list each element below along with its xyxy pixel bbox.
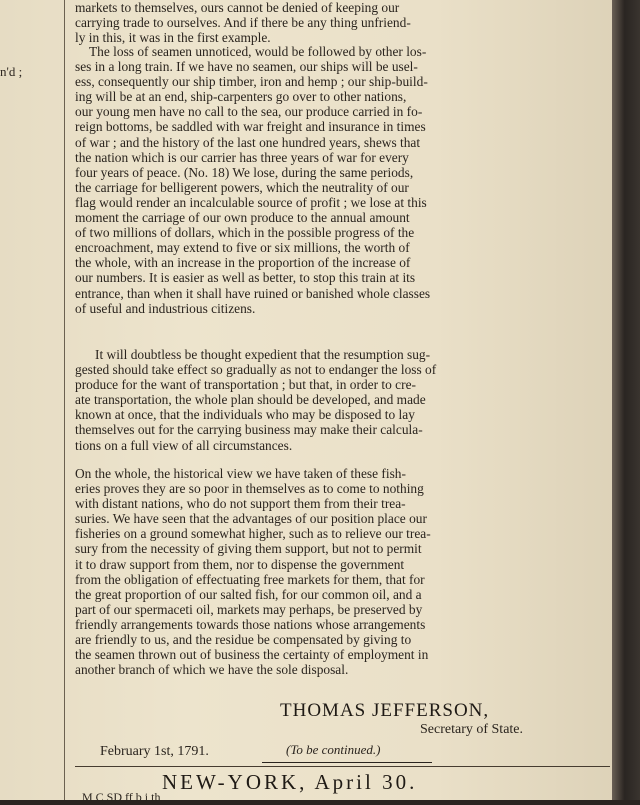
text-line: of two millions of dollars, which in the possible progress of the xyxy=(75,225,415,241)
text-line: from the obligation of effectuating free markets for them, that for xyxy=(75,571,425,587)
signature-title: Secretary of State. xyxy=(420,722,524,737)
text-line: the great proportion of our salted fish, for our common oil, and a xyxy=(75,586,422,602)
text-line: flag would render an incalculable source of profit ; we lose at this xyxy=(75,194,427,210)
column-rule xyxy=(64,0,65,800)
text-line: of useful and industrious citizens. xyxy=(75,300,256,316)
text-line: with distant nations, who do not support them from their trea- xyxy=(75,496,406,512)
text-line: fisheries on a ground somewhat higher, such as to relieve our trea- xyxy=(75,526,431,542)
left-column-fragment: n'd ; xyxy=(0,64,23,79)
text-line: the whole, with an increase in the proportion of the increase of xyxy=(75,255,411,271)
continued-note: (To be continued.) xyxy=(286,742,381,757)
text-line: our young men have no call to the sea, our produce carried in fo- xyxy=(75,104,423,120)
text-line: known at once, that the individuals who may be disposed to lay xyxy=(75,407,415,423)
signature-name: THOMAS JEFFERSON, xyxy=(280,700,490,721)
text-line: markets to themselves, ours cannot be denied of keeping our xyxy=(75,0,400,15)
text-line: part of our spermaceti oil, markets may perhaps, be preserved by xyxy=(75,601,423,617)
text-line: friendly arrangements towards those nations whose arrangements xyxy=(75,616,426,632)
text-line: moment the carriage of our own produce to the annual amount xyxy=(75,210,410,226)
text-line: of war ; and the history of the last one hundred years, shews that xyxy=(75,134,421,150)
text-line: It will doubtless be thought expedient that the resumption sug- xyxy=(95,347,431,362)
text-line: ly in this, it was in the first example. xyxy=(75,30,271,46)
new-york-dateline: NEW-YORK, April 30. xyxy=(162,770,418,794)
text-line: ate transportation, the whole plan should be developed, and made xyxy=(75,392,426,408)
section-rule xyxy=(75,766,610,767)
text-line: reign bottoms, be saddled with war freight and insurance in times xyxy=(75,119,426,135)
text-line: are friendly to us, and the residue be compensated by giving to xyxy=(75,632,412,648)
paragraph xyxy=(75,347,545,453)
text-line: ing will be at an end, ship-carpenters go over to other nations, xyxy=(75,89,407,105)
text-line: our numbers. It is easier as well as better, to stop this train at its xyxy=(75,270,416,286)
date-rule xyxy=(262,762,432,763)
text-line: On the whole, the historical view we have taken of these fish- xyxy=(75,466,406,481)
text-line: themselves out for the carrying business may make their calcula- xyxy=(75,422,423,438)
text-line: gested should take effect so gradually as not to endanger the loss of xyxy=(75,362,437,378)
text-line: the seamen thrown out of business the certainty of employment in xyxy=(75,647,429,663)
text-line: ess, consequently our ship timber, iron and hemp ; our ship-build- xyxy=(75,74,428,90)
paragraph xyxy=(75,44,545,316)
text-line: the nation which is our carrier has three years of war for every xyxy=(75,149,409,165)
text-line: carrying trade to ourselves. And if there be any thing unfriend- xyxy=(75,15,411,31)
text-line: produce for the want of transportation ; but that, in order to cre- xyxy=(75,377,416,393)
text-line: eries proves they are so poor in themselves as to come to nothing xyxy=(75,481,424,497)
text-line: The loss of seamen unnoticed, would be followed by other los- xyxy=(89,44,427,59)
next-article-fragment: M C SD ff b i th xyxy=(82,790,161,804)
text-line: it to draw support from them, nor to dispense the government xyxy=(75,556,405,572)
text-line: suries. We have seen that the advantages of our position place our xyxy=(75,511,427,527)
text-line: four years of peace. (No. 18) We lose, during the same periods, xyxy=(75,164,414,180)
text-line: entrance, than when it shall have ruined or banished whole classes xyxy=(75,285,431,301)
text-line: another branch of which we have the sole disposal. xyxy=(75,662,349,678)
letter-date: February 1st, 1791. xyxy=(100,744,209,759)
text-line: ses in a long train. If we have no seamen, our ships will be usel- xyxy=(75,59,418,75)
paragraph xyxy=(75,466,545,677)
text-line: sury from the necessity of giving them support, but not to permit xyxy=(75,541,422,557)
text-line: encroachment, may extend to five or six millions, the worth of xyxy=(75,240,410,256)
page-edge-shadow xyxy=(612,0,640,800)
paragraph xyxy=(75,0,545,45)
text-line: tions on a full view of all circumstances. xyxy=(75,437,293,453)
text-line: the carriage for belligerent powers, which the neutrality of our xyxy=(75,179,409,195)
